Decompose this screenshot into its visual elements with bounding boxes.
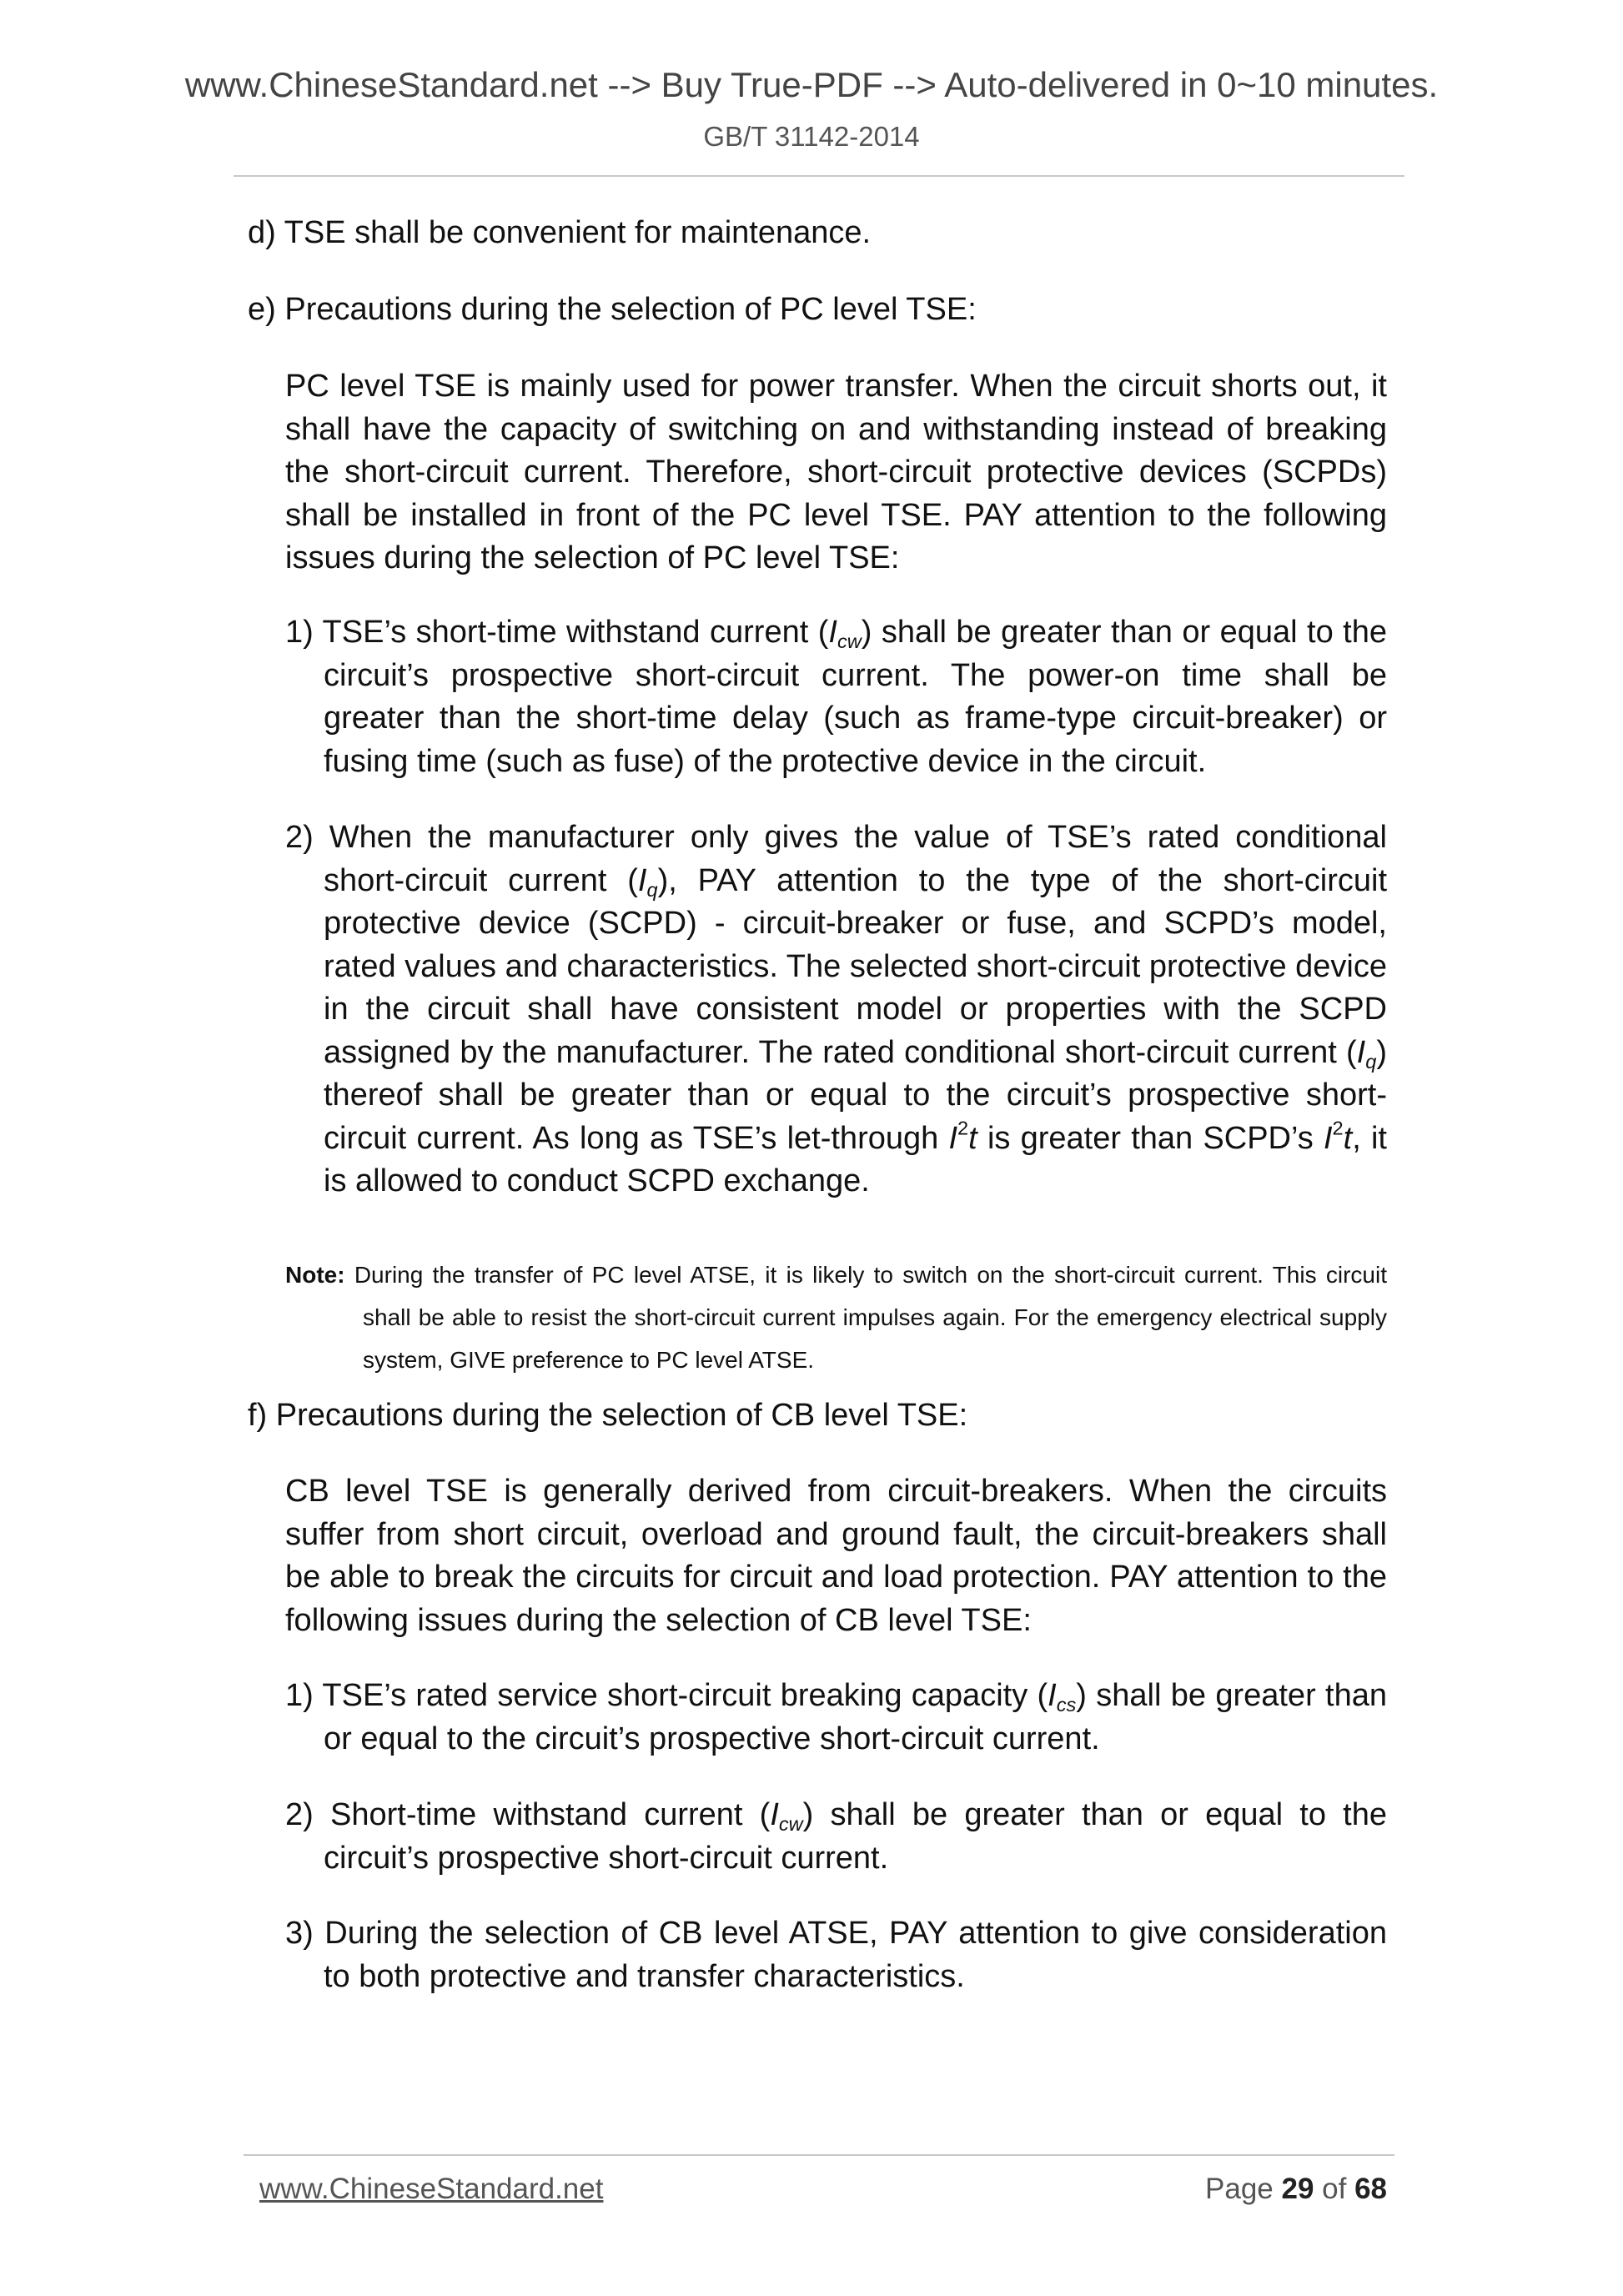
item-f-intro: CB level TSE is generally derived from circuit-breakers. When the circuits suffer from short circuit, overload and ground fault, the circuit-breakers shall be able to break the circuits for circuit and load protection. PAY attention to the following issues during the selection of CB level TSE:: [285, 1474, 1387, 1638]
item-e-title: e) Precautions during the selection of PC level TSE:: [248, 292, 977, 327]
item-e-intro: PC level TSE is mainly used for power transfer. When the circuit shorts out, it shall have the capacity of switching on and withstanding instead of breaking the short-circuit current. Therefore, short-circuit protective devices (SCPDs) shall be installed in front of the PC level TSE. PAY attention to the following issues during the selection of PC level TSE:: [285, 369, 1387, 575]
page-header-title: www.ChineseStandard.net --> Buy True-PDF --> Auto-delivered in 0~10 minutes.: [184, 65, 1439, 104]
header-divider: [234, 175, 1404, 177]
item-e-2: 2) When the manufacturer only gives the value of TSE’s rated conditional short-circuit current $(I_q)$, PAY attention to the type of the short-circuit protective device (SCPD) - circuit-breaker or fuse, and SCPD’s model, rated values and characteristics. The selected short-circuit protective device in the circuit shall have consistent model or properties with the SCPD assigned by the manufacturer. The rated conditional short-circuit current $(I_q)$ thereof shall be greater than or equal to the circuit’s prospective short-circuit current. As long as TSE’s let-through $I^2t$ is greater than SCPD’s $I^2t$, it is allowed to conduct SCPD exchange.: [285, 820, 1388, 1198]
footer-site-link[interactable]: www.ChineseStandard.net: [259, 2173, 604, 2205]
footer-divider: [244, 2154, 1394, 2156]
item-f-2: 2) Short-time withstand current $(I_{cw})$ shall be greater than or equal to the circuit’s prospective short-circuit current.: [285, 1797, 1387, 1876]
item-f-1: 1) TSE’s rated service short-circuit breaking capacity $(I_{cs})$ shall be greater than or equal to the circuit’s prospective short-circuit current.: [285, 1678, 1387, 1756]
item-f-title: f) Precautions during the selection of CB level TSE:: [248, 1398, 968, 1433]
item-d: d) TSE shall be convenient for maintenance.: [248, 215, 872, 250]
item-f-3: 3) During the selection of CB level ATSE, PAY attention to give consideration to both protective and transfer characteristics.: [285, 1916, 1387, 1994]
item-e-1: 1) TSE’s short-time withstand current $(I_{cw})$ shall be greater than or equal to the circuit’s prospective short-circuit current. The power-on time shall be greater than the short-time delay (such as frame-type circuit-breaker) or fusing time (such as fuse) of the protective device in the circuit.: [285, 615, 1387, 779]
standard-number: GB/T 31142-2014: [703, 121, 920, 152]
note: Note: During the transfer of PC level ATSE, it is likely to switch on the short-circuit current. This circuit shall be able to resist the short-circuit current impulses again. For the emergency electrical supply system, GIVE preference to PC level ATSE.: [285, 1262, 1387, 1373]
page-number: Page 29 of 68: [1205, 2173, 1387, 2205]
